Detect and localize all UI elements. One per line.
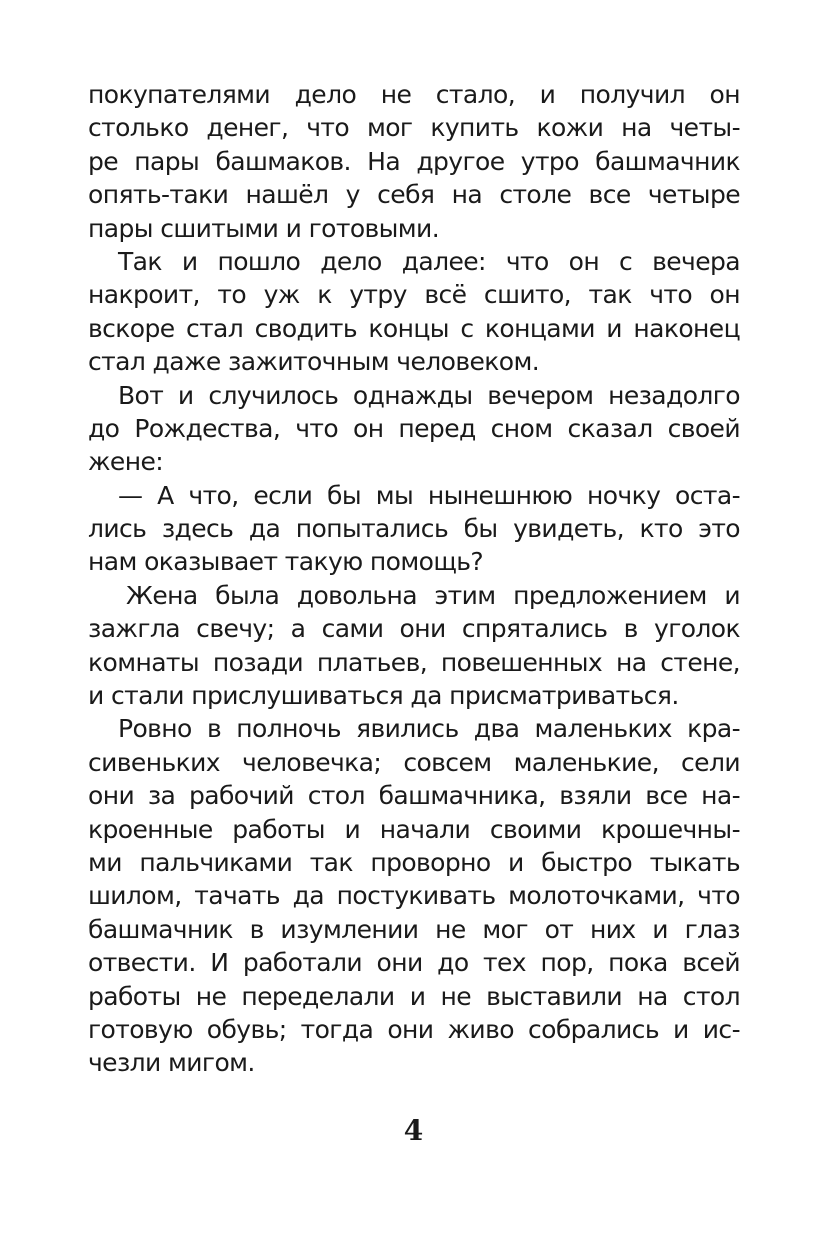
text-line: башмачник в изумлении не мог от них и глаз	[88, 914, 740, 944]
paragraph	[88, 78, 740, 245]
text-line: вскоре стал сводить концы с концами и наконец	[88, 313, 740, 343]
text-line: готовую обувь; тогда они живо собрались и ис-	[88, 1014, 740, 1044]
text-line: Так и пошло дело далее: что он с вечера	[118, 246, 740, 276]
text-line: накроит, то уж к утру всё сшито, так что он	[88, 280, 740, 310]
text-line: столько денег, что мог купить кожи на четы-	[88, 113, 740, 143]
paragraph	[88, 245, 740, 379]
text-line: работы не переделали и не выставили на стол	[88, 981, 740, 1011]
text-line: Вот и случилось однажды вечером незадолго	[118, 380, 740, 410]
text-line: ми пальчиками так проворно и быстро тыкать	[88, 847, 740, 877]
text-line: покупателями дело не стало, и получил он	[88, 80, 740, 109]
text-line: пары сшитыми и готовыми.	[88, 213, 440, 243]
text-line: чезли мигом.	[88, 1048, 255, 1078]
text-line: лись здесь да попытались бы увидеть, кто это	[88, 514, 740, 544]
text-line: ре пары башмаков. На другое утро башмачник	[88, 146, 740, 176]
text-line: отвести. И работали они до тех пор, пока всей	[88, 948, 740, 978]
page-body	[88, 78, 740, 1080]
text-line: сивеньких человечка; совсем маленькие, сели	[88, 747, 740, 777]
text-line: они за рабочий стол башмачника, взяли все на-	[88, 781, 740, 811]
text-line: до Рождества, что он перед сном сказал своей	[88, 413, 740, 443]
text-line: жене:	[88, 447, 164, 477]
text-line: стал даже зажиточным человеком.	[88, 347, 540, 377]
text-line: кроенные работы и начали своими крошечны-	[88, 814, 740, 844]
text-line: — А что, если бы мы нынешнюю ночку оста-	[118, 480, 740, 510]
page-number: 4	[403, 1114, 424, 1147]
text-line: нам оказывает такую помощь?	[88, 547, 484, 577]
text-line: Жена была довольна этим предложением и	[126, 580, 740, 610]
text-line: и стали прислушиваться да присматриваться.	[88, 681, 679, 711]
text-line: опять-таки нашёл у себя на столе все четыре	[88, 180, 740, 210]
text-line: зажгла свечу; а сами они спрятались в уголок	[88, 614, 740, 644]
paragraph	[88, 579, 740, 713]
text-line: Ровно в полночь явились два маленьких кра-	[118, 714, 740, 744]
text-line: комнаты позади платьев, повешенных на стене,	[88, 647, 740, 677]
paragraph	[88, 379, 740, 479]
text-line: шилом, тачать да постукивать молоточками, что	[88, 881, 740, 911]
paragraph	[88, 479, 740, 579]
paragraph	[88, 712, 740, 1079]
